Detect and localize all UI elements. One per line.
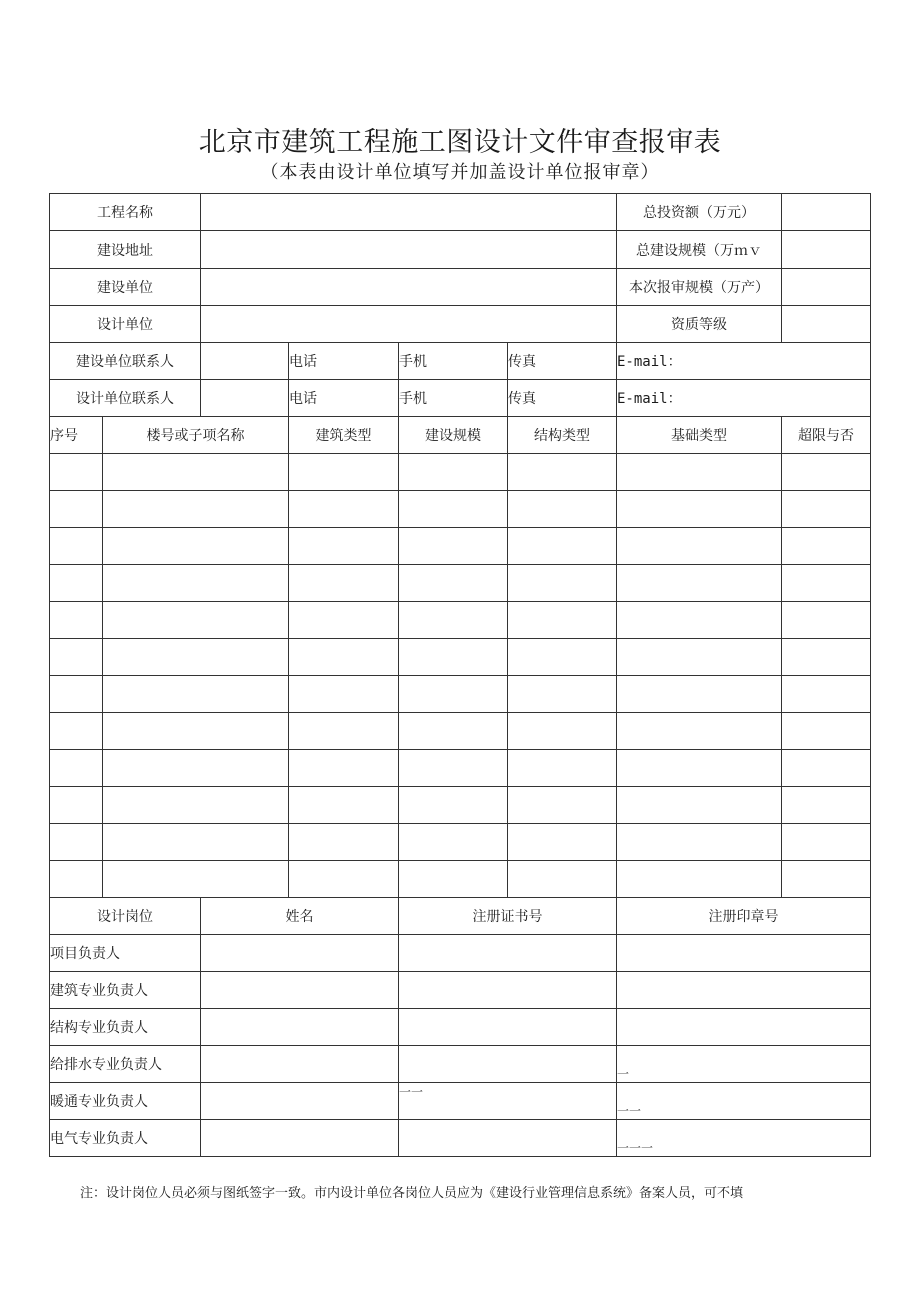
person-name-field[interactable] [201,1120,399,1157]
project-right-label: 总投资额（万元） [617,194,782,231]
building-name-cell[interactable] [103,676,289,713]
personnel-row [50,935,871,972]
fax-label: 传真 [508,343,617,380]
building-row [50,454,871,491]
scale-cell[interactable] [399,676,508,713]
overlimit-cell[interactable] [782,454,871,491]
foundation-type-cell[interactable] [617,602,782,639]
scale-cell[interactable] [399,491,508,528]
form-title: 北京市建筑工程施工图设计文件审查报审表 [198,127,722,158]
building-type-cell[interactable] [289,454,399,491]
project-label: 建设地址 [50,231,201,269]
seal-number-field[interactable] [617,935,871,972]
person-name-field[interactable] [201,1046,399,1083]
project-row [50,231,871,269]
seal-number-field[interactable]: 一一一 [617,1120,871,1157]
building-type-cell[interactable] [289,639,399,676]
mobile-label: 手机 [399,380,508,417]
seal-number-field[interactable] [617,1009,871,1046]
header-foundation-type: 基础类型 [617,417,782,454]
seq-cell[interactable] [50,491,103,528]
building-name-cell[interactable] [103,639,289,676]
project-right-value-field[interactable] [782,231,871,269]
seq-cell[interactable] [50,565,103,602]
fax-label: 传真 [508,380,617,417]
header-overlimit: 超限与否 [782,417,871,454]
structure-type-cell[interactable] [508,565,617,602]
building-row [50,750,871,787]
position-label: 建筑专业负责人 [50,972,201,1009]
scale-cell[interactable] [399,454,508,491]
cert-number-field[interactable] [399,1009,617,1046]
personnel-row [50,1046,871,1083]
building-name-cell[interactable] [103,787,289,824]
building-row [50,787,871,824]
personnel-row [50,1083,871,1120]
contact-row [50,380,871,417]
contact-label: 设计单位联系人 [50,380,201,417]
structure-type-cell[interactable] [508,676,617,713]
foundation-type-cell[interactable] [617,750,782,787]
header-building-name: 楼号或子项名称 [103,417,289,454]
structure-type-cell[interactable] [508,528,617,565]
building-type-cell[interactable] [289,787,399,824]
phone-label: 电话 [289,343,399,380]
foundation-type-cell[interactable] [617,639,782,676]
project-value-field[interactable] [201,194,617,231]
building-header-row [50,417,871,454]
seq-cell[interactable] [50,528,103,565]
person-name-field[interactable] [201,1083,399,1120]
building-name-cell[interactable] [103,713,289,750]
project-label: 建设单位 [50,269,201,306]
foundation-type-cell[interactable] [617,861,782,898]
position-label: 电气专业负责人 [50,1120,201,1157]
project-value-field[interactable] [201,306,617,343]
building-type-cell[interactable] [289,824,399,861]
building-name-cell[interactable] [103,750,289,787]
contact-name-field[interactable] [201,380,289,417]
structure-type-cell[interactable] [508,602,617,639]
building-name-cell[interactable] [103,602,289,639]
foundation-type-cell[interactable] [617,824,782,861]
building-type-cell[interactable] [289,565,399,602]
scale-cell[interactable] [399,528,508,565]
cert-number-field[interactable] [399,935,617,972]
position-label: 暖通专业负责人 [50,1083,201,1120]
project-right-value-field[interactable] [782,306,871,343]
structure-type-cell[interactable] [508,491,617,528]
person-name-field[interactable] [201,1009,399,1046]
structure-type-cell[interactable] [508,454,617,491]
overlimit-cell[interactable] [782,676,871,713]
overlimit-cell[interactable] [782,602,871,639]
position-label: 给排水专业负责人 [50,1046,201,1083]
project-row [50,269,871,306]
contact-name-field[interactable] [201,343,289,380]
building-type-cell[interactable] [289,750,399,787]
header-position: 设计岗位 [50,898,201,935]
project-value-field[interactable] [201,269,617,306]
project-row [50,306,871,343]
cert-number-field[interactable] [399,1046,617,1083]
foundation-type-cell[interactable] [617,565,782,602]
foundation-type-cell[interactable] [617,454,782,491]
seq-cell[interactable] [50,750,103,787]
cert-number-field[interactable] [399,972,617,1009]
contact-row [50,343,871,380]
header-structure-type: 结构类型 [508,417,617,454]
project-label: 设计单位 [50,306,201,343]
scale-cell[interactable] [399,639,508,676]
overlimit-cell[interactable] [782,787,871,824]
building-row [50,639,871,676]
phone-label: 电话 [289,380,399,417]
seal-number-field[interactable]: 一 [617,1046,871,1083]
seq-cell[interactable] [50,824,103,861]
building-row [50,861,871,898]
overlimit-cell[interactable] [782,713,871,750]
project-right-label: 总建设规模（万ｍｖ [617,231,782,269]
scale-cell[interactable] [399,565,508,602]
building-name-cell[interactable] [103,861,289,898]
structure-type-cell[interactable] [508,824,617,861]
foundation-type-cell[interactable] [617,528,782,565]
seq-cell[interactable] [50,639,103,676]
seal-number-field[interactable]: 一一 [617,1083,871,1120]
building-name-cell[interactable] [103,454,289,491]
structure-type-cell[interactable] [508,713,617,750]
overlimit-cell[interactable] [782,750,871,787]
overlimit-cell[interactable] [782,491,871,528]
building-row [50,676,871,713]
project-label: 工程名称 [50,194,201,231]
review-form-table [49,193,871,1157]
header-scale: 建设规模 [399,417,508,454]
header-building-type: 建筑类型 [289,417,399,454]
building-name-cell[interactable] [103,565,289,602]
building-row [50,491,871,528]
building-name-cell[interactable] [103,824,289,861]
cert-number-field[interactable] [399,1120,617,1157]
seq-cell[interactable] [50,676,103,713]
building-type-cell[interactable] [289,713,399,750]
person-name-field[interactable] [201,935,399,972]
header-seal: 注册印章号 [617,898,871,935]
overlimit-cell[interactable] [782,824,871,861]
position-label: 项目负责人 [50,935,201,972]
building-type-cell[interactable] [289,861,399,898]
foundation-type-cell[interactable] [617,491,782,528]
seq-cell[interactable] [50,454,103,491]
overlimit-cell[interactable] [782,861,871,898]
building-row [50,824,871,861]
overlimit-cell[interactable] [782,565,871,602]
personnel-row [50,1120,871,1157]
scale-cell[interactable] [399,824,508,861]
personnel-row [50,1009,871,1046]
seq-cell[interactable] [50,861,103,898]
project-right-label: 资质等级 [617,306,782,343]
form-subtitle: （本表由设计单位填写并加盖设计单位报审章） [260,162,660,183]
building-row [50,602,871,639]
scale-cell[interactable] [399,787,508,824]
foundation-type-cell[interactable] [617,676,782,713]
structure-type-cell[interactable] [508,639,617,676]
scale-cell[interactable] [399,861,508,898]
foundation-type-cell[interactable] [617,787,782,824]
building-type-cell[interactable] [289,491,399,528]
seq-cell[interactable] [50,602,103,639]
person-name-field[interactable] [201,972,399,1009]
overlimit-cell[interactable] [782,639,871,676]
contact-label: 建设单位联系人 [50,343,201,380]
header-cert: 注册证书号 [399,898,617,935]
position-label: 结构专业负责人 [50,1009,201,1046]
building-name-cell[interactable] [103,528,289,565]
scale-cell[interactable] [399,750,508,787]
personnel-row [50,972,871,1009]
cert-number-field[interactable]: 一一 [399,1083,617,1120]
building-row [50,565,871,602]
personnel-header-row [50,898,871,935]
scale-cell[interactable] [399,713,508,750]
project-right-value-field[interactable] [782,269,871,306]
project-row [50,194,871,231]
structure-type-cell[interactable] [508,787,617,824]
structure-type-cell[interactable] [508,750,617,787]
seq-cell[interactable] [50,787,103,824]
seal-number-field[interactable] [617,972,871,1009]
email-label: E-mail： [617,343,871,380]
foundation-type-cell[interactable] [617,713,782,750]
project-value-field[interactable] [201,231,617,269]
footnote: 注：设计岗位人员必须与图纸签字一致。市内设计单位各岗位人员应为《建设行业管理信息系统》备案人员，可不填 [80,1186,744,1201]
seq-cell[interactable] [50,713,103,750]
header-seq: 序号 [50,417,103,454]
building-type-cell[interactable] [289,602,399,639]
building-type-cell[interactable] [289,676,399,713]
header-name: 姓名 [201,898,399,935]
mobile-label: 手机 [399,343,508,380]
overlimit-cell[interactable] [782,528,871,565]
scale-cell[interactable] [399,602,508,639]
building-name-cell[interactable] [103,491,289,528]
project-right-label: 本次报审规模（万产） [617,269,782,306]
structure-type-cell[interactable] [508,861,617,898]
building-row [50,528,871,565]
project-right-value-field[interactable] [782,194,871,231]
email-label: E-mail： [617,380,871,417]
building-row [50,713,871,750]
building-type-cell[interactable] [289,528,399,565]
